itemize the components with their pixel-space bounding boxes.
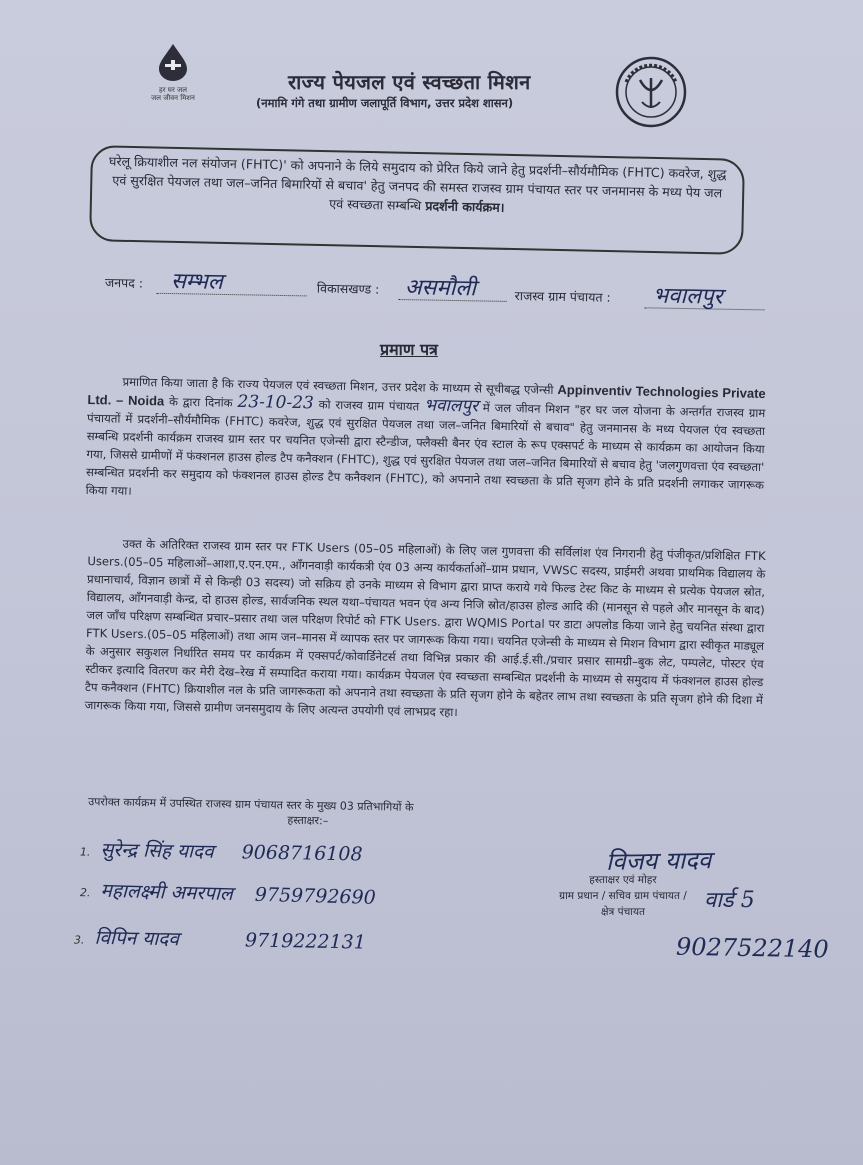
district-value: सम्भल <box>170 269 223 295</box>
certificate-paragraph-1 <box>86 372 766 512</box>
banner-bold-text: प्रदर्शनी कार्यक्रम। <box>425 198 505 215</box>
para2-body: उक्त के अतिरिक्त राजस्व ग्राम स्तर पर FTK Users (05–05 महिलाओं) के लिए जल गुणवत्ता की सर्विलांश एंव निगरानी हेतु पंजीकृत/प्रशिक्षित FTK Users.(05–05 महिलाओं–आशा,ए.एन.एम., आँगनवाड़ी कार्यकत्री एंव 03 अन्य कार्यकर्ताओं–ग्राम प्रधान, VWSC सदस्य, प्राईमरी अथवा प्राथमिक विद्यालय के प्रधानाचार्य, विज्ञान छात्रों में से किन्ही 03 सदस्य) जो सक्रिय हो उनके माध्यम से विभाग द्वारा प्राप्त कराये गये फिल्ड टेस्ट किट के माध्यम से प्रत्येक पेयजल स्रोत, विद्यालय, आँगनवाड़ी केन्द्र, दो हाउस होल्ड, सार्वजनिक स्थल यथा–पंचायत भवन एंव अन्य निजि स्रोत/हाउस होल्ड आदि की (मानसून से पहले और मानसून के बाद) जल जाँच परिक्षण सम्बन्धित प्रचार–प्रसार तथा जल परिक्षण रिपोर्ट को FTK Users. द्वारा WQMIS Portal पर डाटा अपलोड किया जाने हेतु चयनित संस्था द्वारा FTK Users.(05–05 महिलाओं) तथा आम जन–मानस में व्यापक स्तर पर जागरूक किया गया। चयनित एजेन्सी के माध्यम से मिशन विभाग द्वारा स्वीकृत माड्यूल के अनुसार सकुशल निर्धारित समय पर कार्यक्रम में एक्सपर्ट/कोवार्डिनेटर्स तथा विभिन्न प्रकार की आई.ई.सी./प्रचार प्रसार सामग्री–बुक लेट, पम्पलेट, पोस्टर एंव स्टीकर इत्यादि वितरण कर मेरी देख–रेख में सम्पादित कराया गया। कार्यक्रम पेयजल एंव स्वच्छता सम्बन्धित प्रदर्शनी के माध्यम से समुदाय में फंक्शनल हाउस होल्ड टैप कनैक्शन (FHTC) क्रियाशील नल के प्रति जागरूकता को अपनाने तथा स्वच्छता के प्रति सृजग होने के बहेतर लाभ तथा स्वच्छता के प्रति सृजग होने की दिशा में जागरूक किया गया, जिससे ग्रामीण जनसमुदाय के लिए अत्यन्त उपयोगी एवं लाभप्रद रहा। <box>84 536 766 720</box>
pradhan-signature: विजय यादव <box>605 846 712 876</box>
official-line-2: ग्राम प्रधान / सचिव ग्राम पंचायत / <box>559 890 687 902</box>
official-line-1: हस्ताक्षर एवं मोहर <box>589 874 657 886</box>
participant-row <box>74 923 366 954</box>
participant-number: 3. <box>73 933 85 947</box>
water-drop-icon <box>153 42 193 82</box>
program-banner <box>89 145 745 255</box>
banner-text: घरेलू क्रियाशील नल संयोजन (FHTC)' को अपनाने के लिये समुदाय को प्रेरित किये जाने हेतु प्रदर्शनी–सौर्यमौमिक (FHTC) कवरेज, शुद्ध एवं सुरक्षित पेयजल तथा जल–जनित बिमारियों से बचाव' हेतु जनपद की समस्त राजस्व ग्राम पंचायत स्तर पर जनमानस के मध्य पेय जल एवं स्वच्छता सम्बन्धि <box>108 153 727 214</box>
participant-phone: 9068716108 <box>241 841 363 866</box>
participants-signature-label: हस्ताक्षर:– <box>287 813 329 828</box>
participants-intro-block <box>88 794 528 832</box>
program-date: 23-10-23 <box>237 391 315 414</box>
participant-name: महालक्ष्मी अमरपाल <box>100 879 234 906</box>
panchayat-value: भवालपुर <box>652 283 723 310</box>
participant-number: 2. <box>79 886 91 900</box>
participant-phone: 9719222131 <box>244 929 367 954</box>
para1-intro: प्रमाणित किया जाता है कि राज्य पेयजल एवं स्वच्छता मिशन, उत्तर प्रदेश के माध्यम से सूचीबद्ध एजेन्सी <box>122 374 554 397</box>
block-value: असमौली <box>404 275 477 302</box>
certificate-heading: प्रमाण पत्र <box>380 340 438 359</box>
har-ghar-jal-logo <box>140 42 206 102</box>
logo-caption-1: हर घर जल <box>159 86 187 94</box>
mission-subtitle: (नमामि गंगे तथा ग्रामीण जलापूर्ति विभाग, उत्तर प्रदेश शासन) <box>256 96 514 110</box>
ward-number: वार्ड 5 <box>704 888 755 913</box>
district-label: जनपद : <box>104 274 144 291</box>
participant-row <box>80 876 376 910</box>
official-designation <box>528 872 718 920</box>
participant-name: सुरेन्द्र सिंह यादव <box>100 838 214 863</box>
block-label: विकासखण्ड : <box>316 280 380 297</box>
seal-icon <box>612 56 690 128</box>
para1-date-label: के द्वारा दिनांक <box>168 394 233 410</box>
location-fields <box>104 269 805 310</box>
para1-panchayat-value: भवालपुर <box>423 395 479 417</box>
participant-name: विपिन यादव <box>94 926 180 951</box>
para1-body: में जल जीवन मिशन "हर घर जल योजना के अन्तर्गत राजस्व ग्राम पंचायतों में प्रदर्शनी–सौर्यमौमिक (FHTC) कवरेज, शुद्ध एवं सुरक्षित पेयजल तथा जल–जनित बिमारियों से बचाव" हेतु जनमानस के मध्य पेयजल एंव स्वच्छता सम्बन्धि प्रदर्शनी कार्यक्रम राजस्व ग्राम स्तर पर चयनित एजेन्सी द्वारा स्टैन्डीज, फ्लैक्सी बैनर एंव स्टाल के रूप एक्सपर्ट के माध्यम से कार्यक्रम का आयोजन किया गया, जिससे ग्रामीणों में फंक्शनल हाउस होल्ड टैप कनैक्शन (FHTC), शुद्ध एवं सुरक्षित पेयजल तथा जल–जनित बिमारियों से बचाव हेतु 'जलगुणवत्ता एंव स्वच्छता' सम्बन्धित प्रदर्शनी कर समुदाय को फंक्शनल हाउस होल्ड टैप कनैक्शन (FHTC), को अपनाने तथा स्वच्छता के प्रति सृजग होने के प्रति प्रदर्शनी लगाकर जागरूक किया गया। <box>85 400 766 498</box>
official-phone: 9027522140 <box>675 932 829 964</box>
mission-title: राज्य पेयजल एवं स्वच्छता मिशन <box>288 70 531 94</box>
para1-panchayat-label: को राजस्व ग्राम पंचायत <box>318 397 420 414</box>
logo-caption-2: जल जीवन मिशन <box>151 94 195 102</box>
official-line-3: क्षेत्र पंचायत <box>600 906 646 918</box>
participant-phone: 9759792690 <box>254 883 376 909</box>
agency-name: Appinventiv Technologies Private Ltd. – Noida <box>87 382 766 409</box>
up-government-seal <box>612 56 690 128</box>
participants-intro: उपरोक्त कार्यक्रम में उपस्थित राजस्व ग्राम पंचायत स्तर के मुख्य 03 प्रतिभागियों के <box>88 795 414 814</box>
panchayat-label: राजस्व ग्राम पंचायत : <box>514 288 611 305</box>
certificate-paragraph-2 <box>85 534 766 727</box>
participant-number: 1. <box>79 845 91 859</box>
participant-row <box>80 836 363 867</box>
